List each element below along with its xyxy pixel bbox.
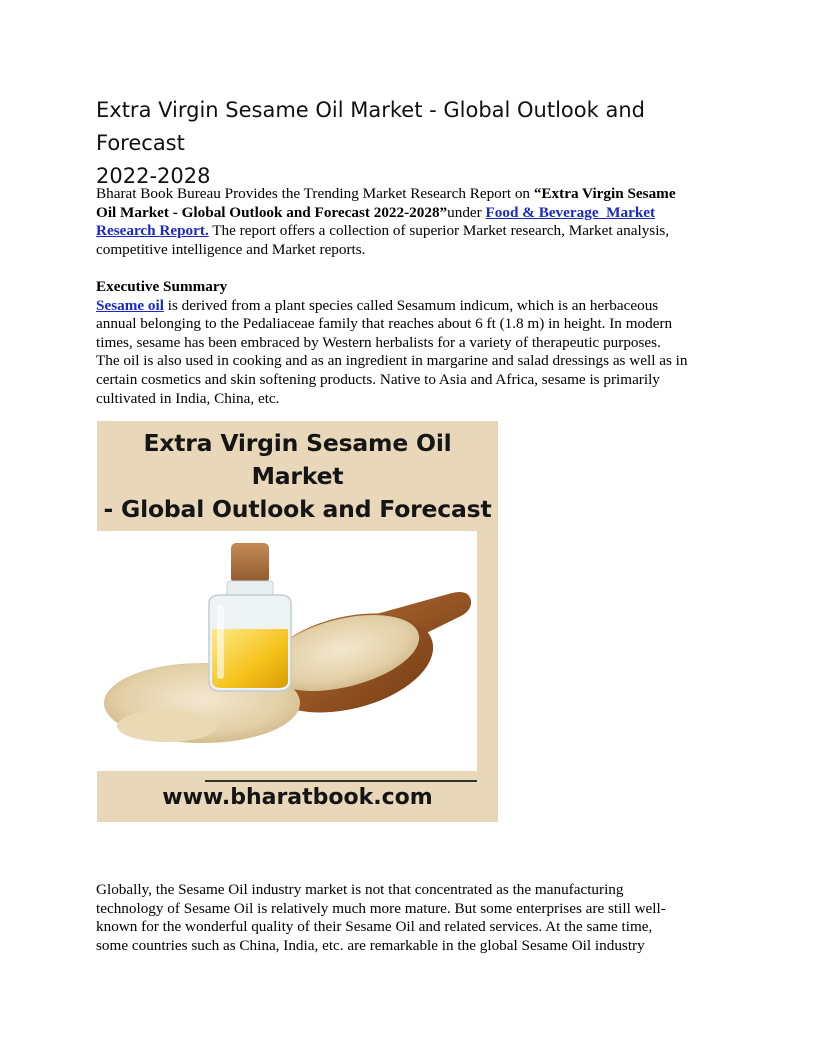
sesame-oil-photo xyxy=(97,531,477,771)
market-line-2: technology of Sesame Oil is relatively much more mature. But some enterprises are still well- xyxy=(96,899,666,917)
sesame-oil-link[interactable]: Sesame oil xyxy=(96,296,164,314)
oil-bottle xyxy=(209,543,291,691)
intro-paragraph xyxy=(96,185,728,259)
seed-scatter xyxy=(117,710,217,742)
cork-stopper xyxy=(231,543,269,583)
market-line-4: some countries such as China, India, etc. are remarkable in the global Sesame Oil industry xyxy=(96,936,645,954)
cover-divider xyxy=(205,780,477,782)
summary-line-6: cultivated in India, China, etc. xyxy=(96,389,280,407)
page-title-line-1: Extra Virgin Sesame Oil Market - Global Outlook and Forecast xyxy=(96,98,645,155)
summary-line-1: is derived from a plant species called Sesamum indicum, which is an herbaceous xyxy=(163,296,659,314)
category-link-period[interactable]: . xyxy=(204,222,209,240)
sesame-oil-illustration xyxy=(97,531,477,771)
summary-line-2: annual belonging to the Pedaliaceae family that reaches about 6 ft (1.8 m) in height. In modern xyxy=(96,315,673,333)
executive-summary-heading: Executive Summary xyxy=(96,278,228,295)
intro-text-after-line-2: competitive intelligence and Market reports. xyxy=(96,240,366,258)
cover-title-line-1: Extra Virgin Sesame Oil Market xyxy=(143,429,452,490)
intro-text-before: Bharat Book Bureau Provides the Trending Market Research Report on xyxy=(96,185,534,202)
market-line-1: Globally, the Sesame Oil industry market is not that concentrated as the manufacturing xyxy=(96,881,624,898)
intro-text-after-line-1: The report offers a collection of superior Market research, Market analysis, xyxy=(208,222,670,240)
market-paragraph xyxy=(96,881,728,955)
page-title-line-2: 2022-2028 xyxy=(96,164,211,188)
report-title-line-2: Oil Market - Global Outlook and Forecast 2022-2028” xyxy=(96,203,448,221)
category-link-line-1[interactable]: Food & Beverage Market xyxy=(485,203,656,221)
report-title-line-1: “Extra Virgin Sesame xyxy=(533,185,676,202)
page-title xyxy=(96,94,736,193)
cover-url: www.bharatbook.com xyxy=(162,785,433,810)
cover-title-line-2: - Global Outlook and Forecast xyxy=(103,495,492,523)
summary-line-3: times, sesame has been embraced by Western herbalists for a variety of therapeutic purposes. xyxy=(96,333,661,351)
market-line-3: known for the wonderful quality of their Sesame Oil and related services. At the same time, xyxy=(96,918,653,936)
summary-line-4: The oil is also used in cooking and as an ingredient in margarine and salad dressings as well as in xyxy=(96,352,688,370)
report-cover-image xyxy=(97,421,498,822)
executive-summary-section xyxy=(96,278,728,408)
category-link-line-2[interactable]: Research Report xyxy=(96,222,205,240)
summary-line-5: certain cosmetics and skin softening products. Native to Asia and Africa, sesame is primarily xyxy=(96,370,660,388)
intro-text-under: under xyxy=(447,203,486,221)
